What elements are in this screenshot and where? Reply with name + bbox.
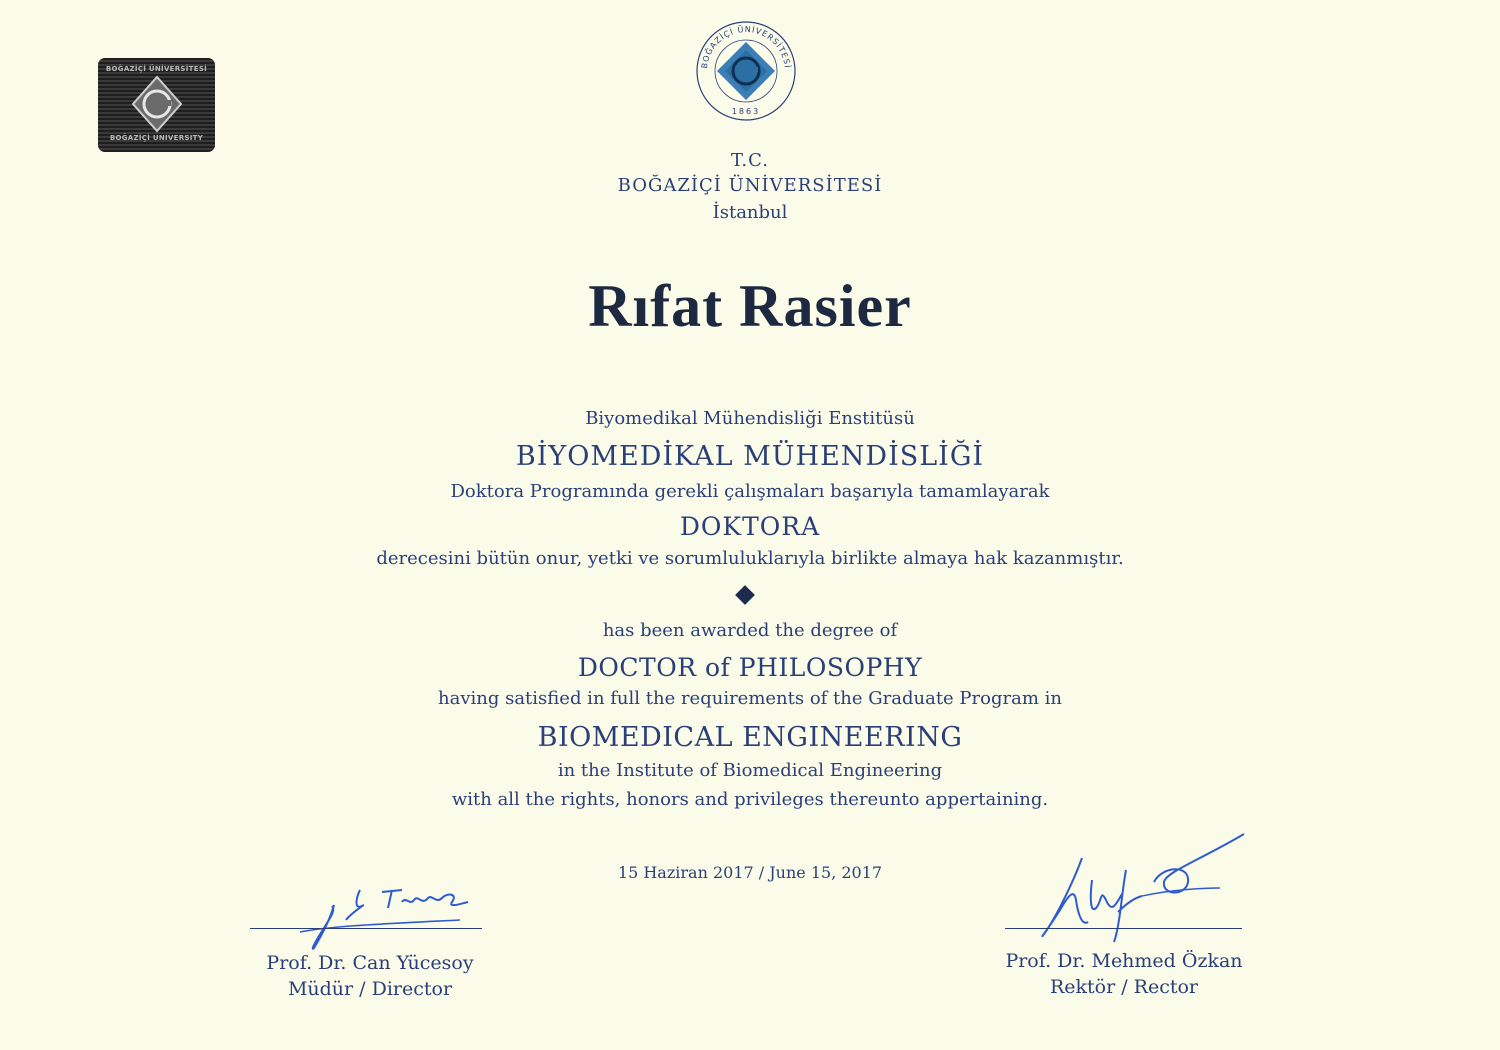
hologram-top-text: BOĞAZİÇİ ÜNİVERSİTESİ — [105, 65, 208, 73]
director-signature-line — [250, 928, 482, 929]
hologram-sticker — [98, 58, 215, 152]
english-having: having satisfied in full the requirements of the Graduate Program in — [438, 688, 1062, 709]
divider-diamond-icon — [735, 585, 755, 605]
header-tc: T.C. — [731, 150, 769, 171]
seal-year: 1863 — [731, 107, 761, 116]
turkish-program: BİYOMEDİKAL MÜHENDİSLİĞİ — [515, 441, 985, 472]
rector-signature-line — [1005, 928, 1242, 929]
turkish-institute: Biyomedikal Mühendisliği Enstitüsü — [585, 408, 915, 429]
seal-ring-text: BOĞAZİÇİ ÜNİVERSİTESİ — [700, 24, 792, 70]
english-program: BIOMEDICAL ENGINEERING — [537, 722, 963, 753]
turkish-line1: Doktora Programında gerekli çalışmaları başarıyla tamamlayarak — [450, 481, 1050, 502]
rector-role: Rektör / Rector — [1049, 976, 1199, 998]
english-institute: in the Institute of Biomedical Engineering — [557, 760, 943, 781]
university-seal-icon — [695, 20, 797, 122]
english-degree: DOCTOR of PHILOSOPHY — [577, 653, 923, 682]
header-university: BOĞAZİÇİ ÜNİVERSİTESİ — [617, 175, 883, 196]
hologram-emblem-icon — [131, 75, 183, 133]
turkish-line2: derecesini bütün onur, yetki ve sorumluluklarıyla birlikte almaya hak kazanmıştır. — [376, 548, 1124, 569]
director-role: Müdür / Director — [287, 978, 453, 1000]
director-name: Prof. Dr. Can Yücesoy — [266, 952, 474, 974]
header-city: İstanbul — [712, 202, 788, 223]
director-signature — [290, 880, 490, 955]
issue-date: 15 Haziran 2017 / June 15, 2017 — [617, 863, 883, 882]
recipient-name: Rıfat Rasier — [588, 273, 912, 339]
turkish-degree: DOKTORA — [679, 512, 821, 541]
english-awarded: has been awarded the degree of — [602, 620, 898, 641]
english-rights: with all the rights, honors and privileges thereunto appertaining. — [451, 789, 1049, 810]
hologram-bottom-text: BOĞAZİÇİ UNIVERSITY — [109, 134, 204, 142]
rector-name: Prof. Dr. Mehmed Özkan — [1005, 950, 1243, 972]
